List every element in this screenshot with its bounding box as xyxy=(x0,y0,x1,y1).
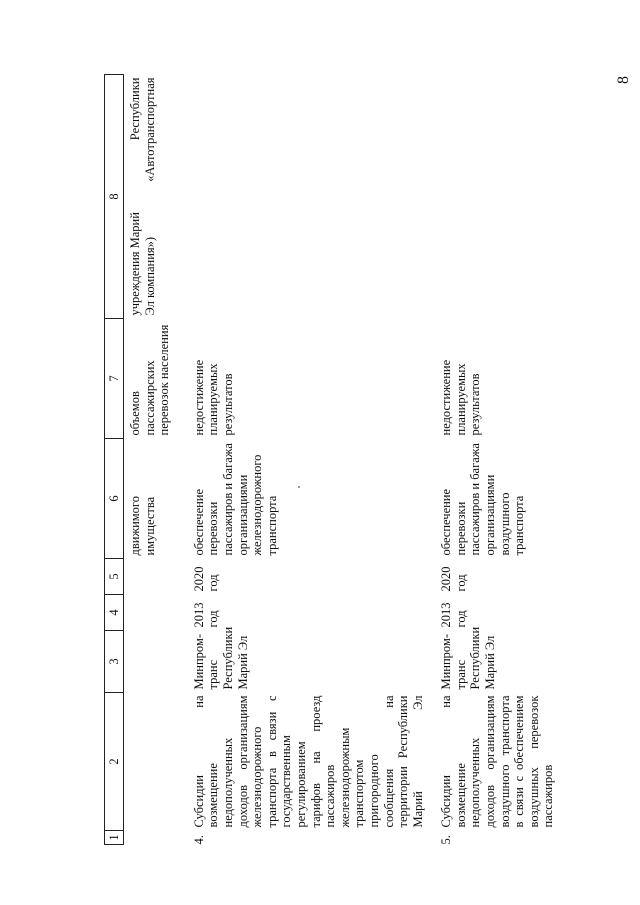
row-number xyxy=(124,831,186,845)
end-year-cell: 2020 год xyxy=(191,566,221,592)
table-row xyxy=(186,75,436,845)
related-indicators-cell xyxy=(186,75,436,319)
executor-cell xyxy=(124,631,186,693)
related-indicators-left: учреждения Марий Эл компания») xyxy=(128,212,157,316)
measure-cell xyxy=(124,693,186,831)
consequence-cell: недостижение планируемых результатов xyxy=(439,359,483,436)
start-year-cell xyxy=(124,595,186,631)
row-number: 4. xyxy=(191,835,206,845)
table-header-row xyxy=(105,75,124,845)
expected-result-cell: движимого имущества xyxy=(128,495,157,556)
rotated-page-content xyxy=(104,75,556,845)
program-measures-table xyxy=(104,74,560,845)
start-year-cell: 2013 год xyxy=(439,602,468,628)
column-header-8: 8 xyxy=(105,75,124,319)
table-row xyxy=(124,75,186,845)
measure-cell: Субсидии на возмещение недополученных доходов организациям воздушного транспорта в связи с обеспечением воздушных перевозок пассажиров xyxy=(439,695,556,828)
related-indicators-cell xyxy=(124,75,186,319)
end-year-cell: 2020 год xyxy=(439,566,468,592)
column-header-2: 2 xyxy=(105,693,124,831)
column-header-5: 5 xyxy=(105,559,124,595)
page-number: 8 xyxy=(615,76,632,84)
end-year-cell xyxy=(124,559,186,595)
column-header-3: 3 xyxy=(105,631,124,693)
table-row xyxy=(435,75,560,845)
expected-result-cell: обеспечение перевозки пассажиров и багажа организациями воздушного транспорта xyxy=(439,443,527,556)
column-header-4: 4 xyxy=(105,595,124,631)
measure-cell: Субсидии на возмещение недополученных доходов организациям железнодорожного транспорта в связи с государственным регулированием тарифов на проезд пассажиров железнодорожным транспортом пригородного сообщения на территории Республики Марий Эл xyxy=(191,695,425,828)
related-indicators-cell xyxy=(435,75,560,319)
start-year-cell: 2013 год xyxy=(191,602,221,628)
expected-result-cell: обеспечение перевозки пассажиров и багажа организациями железнодорожного транспорта xyxy=(191,443,279,556)
executor-cell: Минпром-транс Республики Марий Эл xyxy=(191,626,250,690)
executor-cell: Минпром-транс Республики Марий Эл xyxy=(439,626,498,690)
consequence-cell: объемов пассажирских перевозок населения xyxy=(128,324,172,436)
related-indicators-right: Республики «Автотранспортная xyxy=(128,77,157,182)
consequence-cell: недостижение планируемых результатов xyxy=(191,359,235,436)
row-number: 5. xyxy=(439,835,454,845)
column-header-6: 6 xyxy=(105,439,124,559)
column-header-7: 7 xyxy=(105,319,124,439)
column-header-1: 1 xyxy=(105,831,124,845)
